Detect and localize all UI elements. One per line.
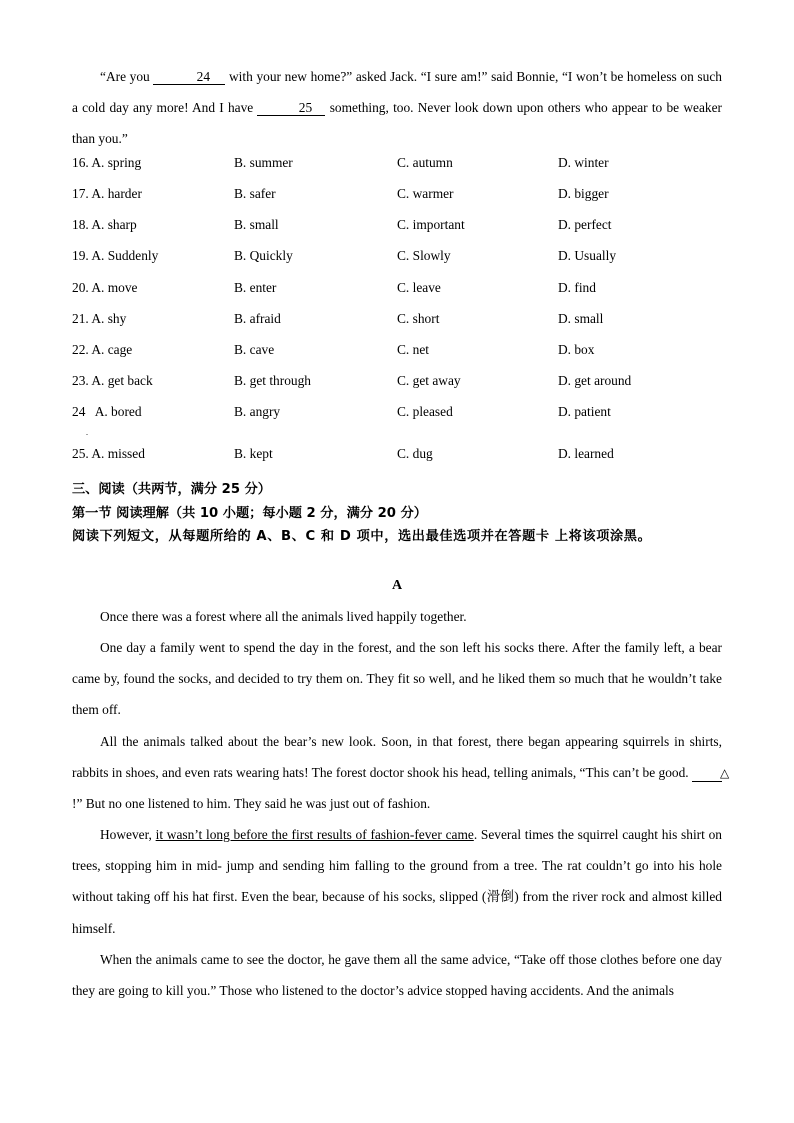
option-num-a: 21. A. shy — [72, 311, 127, 326]
option-c: C. leave — [397, 280, 441, 295]
blank-24: 24 — [153, 69, 225, 85]
option-b: B. kept — [234, 446, 273, 461]
paragraph-4-text-a: However, — [100, 827, 156, 842]
option-num-a: 19. A. Suddenly — [72, 248, 159, 263]
paragraph-3-text-a: All the animals talked about the bear’s new look. Soon, in that forest, there began appearing squirrels in shirts, rabbits in shoes, and even rats wearing hats! The forest doctor shook his head, telling animals, “This can’t be good. — [72, 734, 722, 781]
option-num-a: 18. A. sharp — [72, 217, 137, 232]
option-num-a: 25. A. missed — [72, 446, 145, 461]
option-num-a: 24 A. bored — [72, 404, 142, 419]
option-c: C. net — [397, 342, 429, 357]
option-d: D. perfect — [558, 217, 612, 232]
option-row-23 — [72, 373, 722, 404]
option-num-a: 17. A. harder — [72, 186, 142, 201]
section-instruction: 阅读下列短文，从每题所给的 A、B、C 和 D 项中，选出最佳选项并在答题卡 上将该项涂黑。 — [72, 529, 652, 544]
option-c: C. short — [397, 311, 440, 326]
option-c: C. dug — [397, 446, 433, 461]
option-b: B. safer — [234, 186, 276, 201]
option-row-17 — [72, 186, 722, 217]
paragraph-4-text-b: . Several times the squirrel caught his shirt on trees, stopping him in mid- jump and sending him falling to the ground from a tree. The rat couldn’t go into his hole without taking off his hat first. Even the bear, because of his socks, slipped (滑倒) from the river rock and almost killed himself. — [72, 827, 722, 936]
passage-ending — [72, 61, 722, 155]
blank-25: 25 — [257, 100, 325, 116]
passage-text-2: with your new home?” asked Jack. “I sure am!” said Bonnie, “I won’t be homeless on such a cold day any more! And I have — [72, 69, 722, 116]
article-title: A — [391, 578, 403, 593]
option-row-25 — [72, 446, 722, 477]
option-d: D. box — [558, 342, 595, 357]
option-row-21 — [72, 311, 722, 342]
blank-triangle: △ — [692, 766, 722, 782]
option-d: D. get around — [558, 373, 632, 388]
option-num-a: 22. A. cage — [72, 342, 133, 357]
section-subheading: 第一节 阅读理解（共 10 小题；每小题 2 分，满分 20 分） — [72, 506, 427, 521]
option-d: D. learned — [558, 446, 614, 461]
option-row-19 — [72, 248, 722, 279]
option-row-18 — [72, 217, 722, 248]
option-c: C. pleased — [397, 404, 453, 419]
option-c: C. get away — [397, 373, 461, 388]
option-b: B. enter — [234, 280, 277, 295]
option-num-a: 16. A. spring — [72, 155, 142, 170]
option-b: B. small — [234, 217, 279, 232]
option-b: B. get through — [234, 373, 311, 388]
option-row-16 — [72, 155, 722, 186]
option-num-a: 23. A. get back — [72, 373, 153, 388]
article-paragraph-3 — [72, 726, 730, 820]
option-b: B. summer — [234, 155, 293, 170]
option-b: B. angry — [234, 404, 281, 419]
article-paragraph-4 — [72, 819, 722, 944]
passage-text-1: “Are you — [100, 69, 154, 84]
option-c: C. Slowly — [397, 248, 451, 263]
option-d: D. Usually — [558, 248, 617, 263]
option-d: D. find — [558, 280, 596, 295]
underlined-phrase: it wasn’t long before the first results of fashion-fever came — [155, 827, 474, 842]
option-b: B. afraid — [234, 311, 281, 326]
option-d: D. bigger — [558, 186, 609, 201]
option-b: B. cave — [234, 342, 275, 357]
section-heading: 三、阅读（共两节，满分 25 分） — [72, 482, 271, 497]
paragraph-3-text-b: !” But no one listened to him. They said he was just out of fashion. — [72, 796, 431, 812]
article-paragraph-5: When the animals came to see the doctor, he gave them all the same advice, “Take off those clothes before one day they are going to kill you.” Those who listened to the doctor’s advice stopped having accidents. And the animals — [72, 952, 722, 999]
option-row-24 — [72, 404, 722, 435]
option-num-a: 20. A. move — [72, 280, 138, 295]
option-c: C. autumn — [397, 155, 453, 170]
option-d: D. winter — [558, 155, 609, 170]
option-row-20 — [72, 280, 722, 311]
article-paragraph-2: One day a family went to spend the day in the forest, and the son left his socks there. After the family left, a bear came by, found the socks, and decided to try them on. They fit so well, and he liked them so much that he wouldn’t take them off. — [72, 640, 722, 718]
option-d: D. patient — [558, 404, 611, 419]
passage-text-3: something, too. Never look down upon others who appear to be weaker than you.” — [72, 100, 722, 147]
option-b: B. Quickly — [234, 248, 293, 263]
option-c: C. warmer — [397, 186, 454, 201]
stray-dot-mark: . — [86, 428, 88, 437]
option-row-22 — [72, 342, 722, 373]
option-d: D. small — [558, 311, 604, 326]
option-c: C. important — [397, 217, 465, 232]
article-paragraph-1: Once there was a forest where all the animals lived happily together. — [100, 609, 467, 624]
